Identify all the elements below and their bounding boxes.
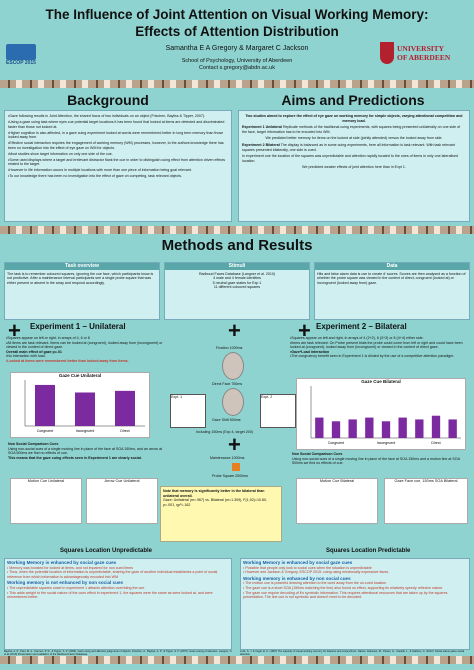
exp1-bullets — [6, 336, 166, 364]
affiliation-school: School of Psychology, University of Aberdeen — [181, 58, 293, 64]
background-bullet: •However in life information occurs in multiple locations with more than one piece of information being goal relevant. — [8, 168, 192, 173]
exp1-motion-chart — [10, 478, 82, 524]
conclusions-right-bullet: • However see Jackson & Gregory, ESCOP 2015: cuing using emotionally expressive faces. — [243, 570, 390, 575]
face-gaze-icon — [222, 388, 244, 416]
conclusions-right-bullet: • The motion cue is powerful drawing attention to the cued away from the un-cued location — [243, 581, 387, 586]
plus-icon: + — [8, 318, 21, 343]
background-panel — [4, 110, 232, 222]
stimuli-list — [165, 270, 309, 292]
exp1-arrow-title: Arrow Cue Unilateral — [104, 479, 140, 483]
exp2-chart — [296, 378, 466, 450]
university-name — [397, 44, 450, 62]
stimuli-item: 11 different coloured squares — [213, 285, 261, 290]
bar — [399, 418, 407, 438]
eyes-banner-bottom — [0, 656, 474, 664]
university-name-line1: UNIVERSITY — [397, 44, 445, 53]
exp2-motion-title: Motion Cue Bilateral — [319, 479, 355, 483]
background-bullet: •Gaze following results in Joint Attention, the shared focus of two individuals on an object (Frischen, Bayliss & Tipper, 2007). — [8, 114, 206, 118]
bar — [35, 385, 55, 426]
conclusions-left-bullet: • The unpredictable squares onset in experiment 1 attracts attention overriding the cue. — [7, 585, 146, 590]
bar — [449, 419, 457, 438]
university-name-line2: OF ABERDEEN — [397, 53, 451, 62]
exp1-bullet: •Looked at items were remembered better than looked away from items. — [6, 358, 129, 363]
eyes-banner-top — [0, 80, 474, 88]
expt2-display — [260, 394, 296, 428]
conclusions-left-panel — [4, 558, 232, 650]
background-bullet: •Some used displays where a target and irrelevant distractor flank the cue in order to distinguish cuing effect from attention driven effects related to the target. — [8, 157, 226, 167]
aims-exp2 — [242, 143, 466, 152]
exp1-motion-title: Motion Cue Unilateral — [27, 479, 65, 483]
fixation-label: Fixation 1000ms — [216, 346, 243, 350]
background-bullet: •Higher cognition is also affected, in a gaze cuing experiment looked at words were remembered better in long term memory than those looked away from. — [8, 130, 224, 140]
tick-label: Congruent — [36, 429, 54, 433]
exp1-arrow-chart — [86, 478, 158, 524]
bar — [382, 421, 390, 438]
background-bullet: •Most studies show target information on only one side of the cue. — [8, 151, 113, 156]
tick-label: Direct — [120, 429, 130, 433]
aims-heading: Aims and Predictions — [281, 92, 425, 108]
direct-label: Direct Face 750ms — [212, 382, 243, 386]
university-logo — [380, 40, 470, 74]
aims-exp2-title: Experiment 2 Bilateral — [242, 142, 280, 147]
exp2-chart-svg — [297, 384, 465, 448]
exp2-face-chart — [384, 478, 468, 524]
references-right: Luck, S. J. & Vogel, E. K. (1997) The capacity of visual working memory for features and conjunctions. Nature. Dalmaso, M., Pavan, G., Castelli, L., & Galfano, G. (2012). Social status gates social attention. — [240, 650, 465, 656]
bar — [349, 419, 357, 438]
task-overview-box — [4, 262, 160, 320]
exp1-bullet: •No interaction with load. — [6, 354, 46, 359]
aims-exp2-text: The display is balanced as in some cuing experiments, here all information is task relevant. With task relevant squares presented bilaterally, one side is cued. — [242, 142, 455, 152]
task-overview-head: Task overview — [5, 263, 159, 270]
tick-label: Direct — [431, 441, 441, 445]
plus-icon: + — [228, 318, 241, 343]
exp1-nonsocial-text: Using non-social cues of a single moving line in place of the face at SOA 150ms, and an arrow at SOA 500ms we find no effects of cue. — [8, 446, 163, 456]
exp1-nonsocial-title: Non Social Comparison Cues — [8, 442, 59, 446]
exp2-motion-chart — [296, 478, 378, 524]
unpredictable-heading: Squares Location Unpredictable — [60, 548, 153, 554]
poster-title — [0, 6, 474, 40]
conclusions-right-bullet: • The gaze cue is a short SOA (150ms matching the line) also found no effect, supporting its relatively speedy reflexive nature. — [243, 585, 444, 590]
bar — [415, 419, 423, 438]
exp1-chart-svg — [11, 378, 149, 436]
maintenance-label: Maintenance 1000ms — [210, 456, 245, 460]
exp2-bullet: •Gaze*Load interaction — [290, 349, 330, 354]
title-line-2: Effects of Attention Distribution — [135, 24, 339, 39]
conclusions-left-bullet: • Thus, when the potential location of information is unpredictable, sharing the gaze of another individual establishes a point of social reference from which information is advantageously encoded into WM — [7, 570, 218, 579]
exp1-bullet: •All items are task relevant. Items can be looked at (congruent), looked away from (incongruent) or viewed in the context of direct gaze. — [6, 340, 163, 350]
background-bullet: •Using a gaze cuing task where eyes cue potential target locations it has been found that looked at items are detected and discriminated faster than those not looked at. — [8, 119, 225, 129]
face-direct-icon — [222, 352, 244, 380]
bar — [115, 391, 135, 426]
background-bullet: •Effective social interaction requires the engagement of working memory (WM) processes, however, to the authors knowledge there has been no investigation into the effect of eye gaze on WM for objects. — [8, 141, 224, 150]
aims-exp1-text: Replicate methods of the traditional cuing experiments, with squares being presented unilaterally on one side of the face, target information has to be encoded into WM. — [242, 125, 461, 134]
background-bullet: •To our knowledge there has been no investigation into the effect of gaze on competing, task relevant objects. — [8, 174, 183, 179]
exp2-bullet: •Items are task relevant. On Probe present trials the probe could come from left or right and could have been looked at (congruent), looked away from (incongruent) or viewed in the context of direct gaze. — [290, 340, 463, 350]
escop-text: ESCOP 2015 — [6, 60, 36, 66]
tick-label: Incongruent — [376, 441, 396, 445]
conclusions-right-h1: Working Memory is enhanced by social gaze cues — [243, 560, 353, 565]
conclusions-right-bullet: • Possible that people only look to social cues when the situation is unpredictable — [243, 565, 372, 570]
stimuli-item: Radboud Faces Database (Langner et al. 2010) — [198, 271, 276, 276]
bar — [75, 392, 95, 426]
aims-exp2-prediction: We predicted weaker effects of joint attention here than in Expt 1. — [302, 165, 406, 170]
tick-label: Incongruent — [75, 429, 95, 433]
stimuli-item: 4 male and 4 female identities — [213, 276, 261, 281]
methods-heading: Methods and Results — [161, 237, 313, 254]
exp2-nonsocial-title: Non Social Comparison Cues — [292, 452, 343, 456]
exp1-bullet: Overall main effect of gaze p=.01 — [6, 349, 62, 354]
aims-intro: Two studies aimed to explore the effect of eye gaze on working memory for simple objects, varying attentional competition and memory load. — [245, 114, 463, 123]
conclusions-right-bullet: • The gaze cue require decoding of it's symbolic information. This requires attentional resources that are taken up by the squares presentation. The line cue is not symbolic and doesn't need to be decoded. — [243, 590, 448, 600]
probe-label: Probe Square 2000ms — [212, 474, 248, 478]
data-box — [314, 262, 470, 320]
exp1-chart-title: Gaze Cue Unilateral — [58, 373, 102, 378]
bar — [315, 418, 323, 438]
note-text: Gaze: Unilateral (m=.967) vs. Bilateral (m=1.309), F(1,92)=10.60, p=.001, ηp²=.162 — [163, 498, 267, 507]
task-overview-text: The task is to remember coloured squares, ignoring the cue face, which participants know is not predictive. After a maintenance interval participants see a single probe square that was either present or absent in the array and respond accordingly. — [7, 271, 154, 285]
gaze-label: Gaze Shift 500ms — [212, 418, 241, 422]
background-heading: Background — [67, 92, 149, 108]
affiliation-contact: Contact s.gregory@abdn.ac.uk — [199, 65, 275, 71]
exp1-nonsocial — [8, 442, 166, 460]
expt1-display — [170, 394, 206, 428]
exp1-nonsocial-bold: This means that the gaze cuing effects seen in Experiment 1 are clearly social. — [8, 455, 142, 460]
plus-icon: + — [228, 432, 241, 457]
tick-label: Congruent — [327, 441, 345, 445]
data-head: Data — [315, 263, 469, 270]
conclusions-left-bullet: • This adds weight to the social nature of the cues effect in experiment 1, the squares were the same as were looked at, and were remembered better. — [7, 590, 213, 600]
background-list — [8, 114, 228, 179]
escop-logo — [6, 44, 36, 74]
eyes-banner-middle — [0, 226, 474, 234]
bar — [432, 416, 440, 438]
aims-panel — [238, 110, 470, 222]
conclusions-left-bullet: • Memory was boosted for looked at items, and not impaired for non cued items — [7, 565, 134, 570]
title-line-1: The Influence of Joint Attention on Visual Working Memory: — [45, 7, 429, 22]
stimuli-item: 5 neutral gaze states for Exp 1 — [212, 280, 262, 285]
aims-exp1-title: Experiment 1 Unilateral — [242, 125, 282, 130]
references-left: Bayliss, A. P., Paul, M. A., Cannon, P. R., & Tipper, S. P. (2006). Gaze cuing and affective judgments of objects. Frischen, A., Bayliss, A. P., & Tipper, S. P. (2007). Gaze cueing of attention. Langner, O. et al (2010) Presentation and validation of the Radboud Faces Database. — [4, 650, 233, 656]
data-text: Hits and false alarm data is use to create d' scores. Scores are then analysed as a function of whether the probe square was viewed in the context of direct, congruent (looked at) or incongruent (looked away from) gaze. — [317, 271, 466, 285]
exp2-nonsocial-text: Using non-social cues of a single moving line in place of the face at SOA 150ms and a motion line at SOA 500ms we find no effects of cue. — [292, 456, 460, 466]
exp1-chart — [10, 372, 150, 438]
exp2-title: Experiment 2 – Bilateral — [316, 322, 407, 331]
escop-badge-icon — [6, 44, 36, 60]
conclusions-left-h1: Working Memory is enhanced by social gaze cues — [7, 560, 117, 565]
exp1-title: Experiment 1 – Unilateral — [30, 322, 126, 331]
crest-icon — [380, 42, 394, 64]
exp2-bullet: •The congruency benefit seen in Experiment 1 is diluted by the use of a competitive attention paradigm. — [290, 354, 455, 359]
bilateral-note — [160, 486, 282, 542]
plus-icon: + — [298, 318, 311, 343]
squares-label: Including 150ms (Exp 4, target 200) — [196, 430, 253, 434]
probe-square-icon — [232, 463, 240, 471]
expt1-label: Expt. 1 — [171, 395, 183, 399]
conclusions-right-panel — [240, 558, 470, 650]
exp2-face-title: Gaze Face cue, 150ms SOA Bilateral — [394, 479, 458, 483]
expt2-label: Expt. 2 — [261, 395, 273, 399]
stimuli-head: Stimuli — [165, 263, 309, 270]
bar — [365, 418, 373, 438]
stimuli-box — [164, 262, 310, 320]
authors: Samantha E A Gregory & Margaret C Jackson — [165, 45, 309, 52]
aims-exp1 — [242, 125, 466, 134]
conclusions-right-h2: Working memory is enhanced by non social cues — [243, 575, 351, 581]
exp2-chart-title: Gaze Cue Bilateral — [361, 379, 401, 384]
exp2-nonsocial — [292, 452, 468, 466]
exp1-bullet: •Squares appear on left or right, in arrays of 4, 6 or 8 — [6, 336, 90, 340]
note-title: Note that memory is significantly better in the bilateral than unilateral overall. — [163, 489, 265, 498]
exp2-bullet: •Squares appear on left and right, in arrays of 4 (2+2), 6 (3+3) or 8 (4+4) either side. — [290, 336, 424, 340]
aims-exp1-prediction: We predicted better memory for items on the looked at side (jointly attended) versus the looked away from side. — [265, 136, 443, 141]
bar — [332, 421, 340, 438]
predictable-heading: Squares Location Predictable — [326, 548, 411, 554]
exp2-bullets — [290, 336, 468, 359]
aims-exp2-b: In experiment one the location of the squares was unpredictable and attention rapidly located to the ones of items in only one lateralised location. — [242, 154, 458, 163]
conclusions-left-h2: Working memory is not enhanced by non social cues — [7, 580, 124, 586]
